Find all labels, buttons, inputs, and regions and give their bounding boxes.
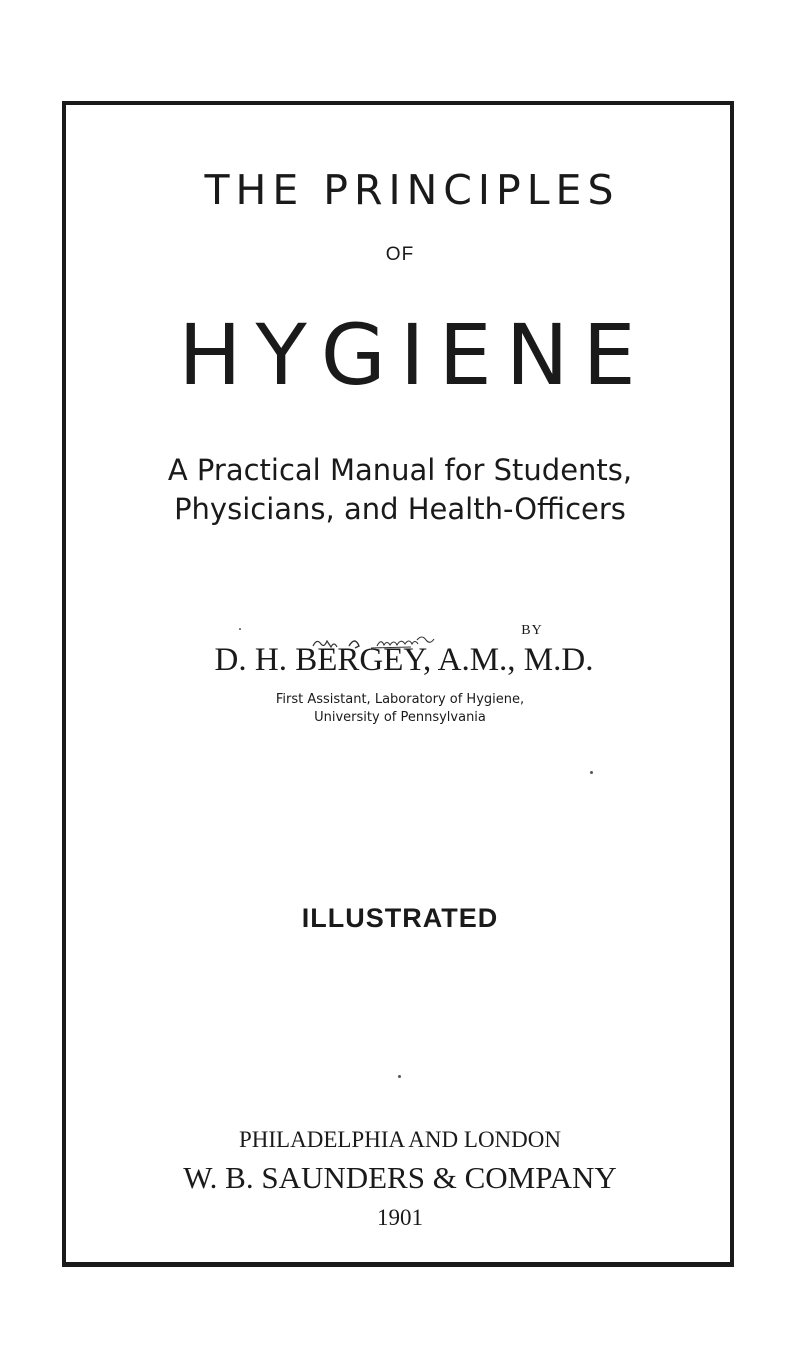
publisher-cities: PHILADELPHIA AND LONDON: [239, 1127, 561, 1152]
subtitle-line-1: A Practical Manual for Students,: [167, 453, 633, 487]
title-line-principles: THE PRINCIPLES: [204, 166, 620, 214]
title-line-hygiene: HYGIENE: [178, 306, 650, 404]
page-border-frame: [62, 101, 734, 1267]
author-position-line-2: University of Pennsylvania: [314, 710, 486, 725]
subtitle-line-2: Physicians, and Health-Officers: [174, 492, 626, 526]
paper-speck: [590, 771, 593, 774]
paper-speck: [239, 628, 241, 630]
byline-label: BY: [521, 623, 543, 638]
publication-year: 1901: [377, 1205, 423, 1230]
author-position-line-1: First Assistant, Laboratory of Hygiene,: [275, 692, 525, 707]
title-of: OF: [385, 244, 415, 265]
paper-speck: [398, 1075, 401, 1078]
publisher-name: W. B. SAUNDERS & COMPANY: [183, 1160, 617, 1195]
author-name: D. H. BERGEY, A.M., M.D.: [214, 642, 594, 678]
illustrated-label: ILLUSTRATED: [301, 903, 499, 933]
